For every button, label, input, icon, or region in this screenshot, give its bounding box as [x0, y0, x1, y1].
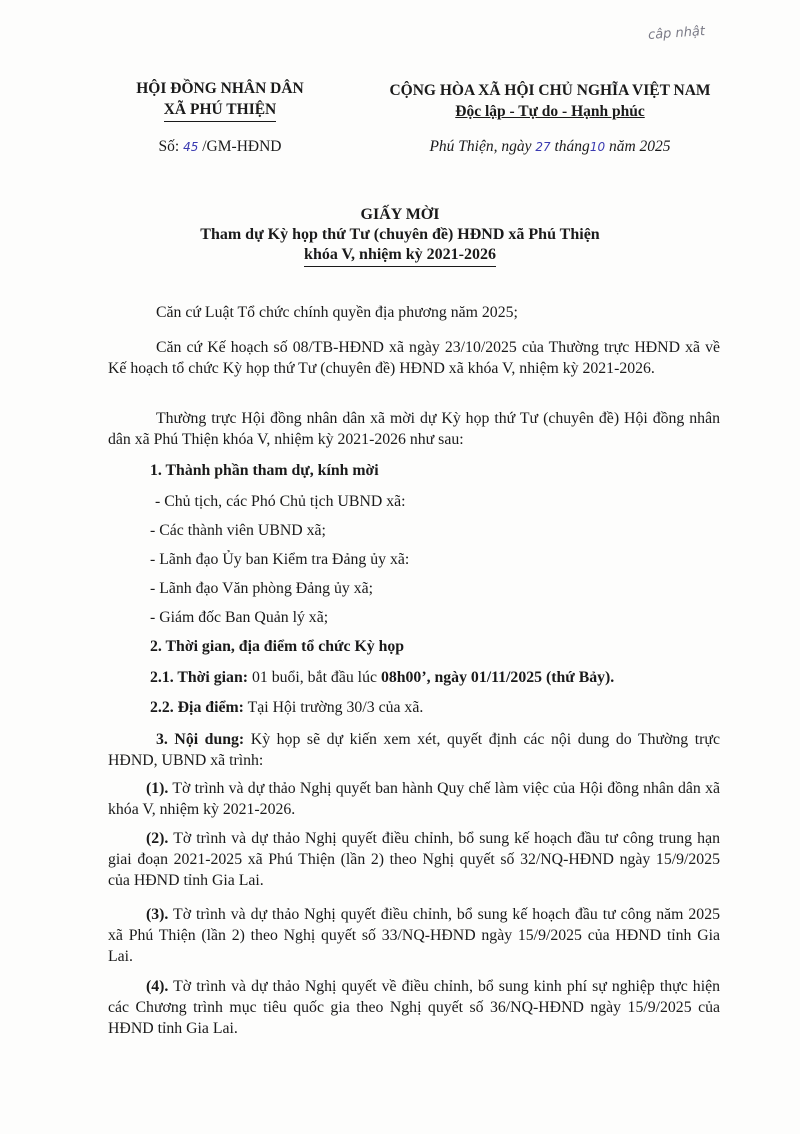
paragraph-legal-basis-2: Căn cứ Kế hoạch số 08/TB-HĐND xã ngày 23/10/2025 của Thường trực HĐND xã về Kế hoạch tổ chức Kỳ họp thứ Tư (chuyên đề) HĐND xã khóa V, nhiệm kỳ 2021-2026. [108, 339, 720, 377]
agenda-text: Tờ trình và dự thảo Nghị quyết ban hành Quy chế làm việc của Hội đồng nhân dân xã khóa V, nhiệm kỳ 2021-2026. [108, 780, 720, 818]
date-suffix: năm 2025 [608, 138, 671, 155]
section2-time [150, 667, 720, 688]
section3-intro-text: Kỳ họp sẽ dự kiến xem xét, quyết định các nội dung do Thường trực HĐND, UBND xã trình: [108, 731, 720, 769]
agenda-number: (1). [146, 780, 169, 797]
agenda-text: Tờ trình và dự thảo Nghị quyết điều chỉnh, bổ sung kế hoạch đầu tư công trung hạn giai đoạn 2021-2025 xã Phú Thiện (lần 2) theo Nghị quyết số 32/NQ-HĐND ngày 15/9/2025 của HĐND tỉnh Gia Lai. [108, 830, 720, 889]
org-commune: XÃ PHÚ THIỆN [164, 99, 277, 122]
agenda-item-1 [108, 778, 720, 820]
handwritten-note: câp nhật [647, 24, 706, 43]
place-text: Tại Hội trường 30/3 của xã. [247, 699, 424, 716]
place-label: 2.2. Địa điểm: [150, 699, 244, 716]
time-value: 08h00’, ngày 01/11/2025 (thứ Bảy). [380, 669, 615, 686]
date-month-word: tháng [554, 138, 590, 155]
nation-name: CỘNG HÒA XÃ HỘI CHỦ NGHĨA VIỆT NAM [389, 82, 711, 99]
agenda-item-4 [108, 976, 720, 1039]
agenda-number: (4). [146, 978, 169, 995]
date-day: 27 [535, 140, 551, 154]
agenda-number: (3). [146, 906, 169, 923]
list-item: - Lãnh đạo Văn phòng Đảng ủy xã; [150, 580, 374, 597]
list-item: - Các thành viên UBND xã; [150, 522, 326, 539]
title-line-2: Tham dự Kỳ họp thứ Tư (chuyên đề) HĐND xã Phú Thiện [200, 226, 600, 243]
paragraph-invitation: Thường trực Hội đồng nhân dân xã mời dự Kỳ họp thứ Tư (chuyên đề) Hội đồng nhân dân xã Phú Thiện khóa V, nhiệm kỳ 2021-2026 như sau: [108, 410, 720, 448]
number-prefix: Số: [158, 138, 180, 155]
time-label: 2.1. Thời gian: [150, 669, 248, 686]
date-prefix: Phú Thiện, ngày [429, 138, 532, 155]
title-line-3: khóa V, nhiệm kỳ 2021-2026 [304, 245, 496, 267]
section3-label: 3. Nội dung: [156, 731, 245, 748]
paragraph-legal-basis-1: Căn cứ Luật Tổ chức chính quyền địa phương năm 2025; [156, 304, 518, 321]
agenda-text: Tờ trình và dự thảo Nghị quyết điều chỉnh, bổ sung kế hoạch đầu tư công năm 2025 xã Phú Thiện (lần 2) theo Nghị quyết số 33/NQ-HĐND ngày 15/9/2025 của HĐND tỉnh Gia Lai. [108, 906, 721, 965]
list-item: - Giám đốc Ban Quản lý xã; [150, 609, 329, 626]
agenda-number: (2). [146, 830, 169, 847]
section3-intro [108, 729, 720, 771]
org-name: HỘI ĐỒNG NHÂN DÂN [136, 80, 304, 97]
agenda-item-3 [108, 904, 720, 967]
issuing-body [100, 78, 340, 122]
document-number [100, 138, 340, 156]
list-item: - Chủ tịch, các Phó Chủ tịch UBND xã: [155, 493, 406, 510]
date-month: 10 [589, 140, 606, 154]
document-date [350, 138, 750, 156]
title-line-1: GIẤY MỜI [360, 206, 440, 223]
document-title [80, 205, 720, 267]
agenda-item-2 [108, 828, 720, 891]
section1-heading: 1. Thành phần tham dự, kính mời [150, 462, 379, 479]
section2-heading: 2. Thời gian, địa điểm tổ chức Kỳ họp [150, 638, 405, 655]
national-motto: Độc lập - Tự do - Hạnh phúc [455, 103, 645, 120]
number-handwritten: 45 [183, 140, 199, 154]
national-header [350, 80, 750, 122]
number-suffix: /GM-HĐND [202, 138, 282, 155]
time-text: 01 buổi, bắt đầu lúc [251, 669, 377, 686]
section2-place [150, 697, 720, 718]
list-item: - Lãnh đạo Ủy ban Kiểm tra Đảng ủy xã: [150, 551, 410, 568]
agenda-text: Tờ trình và dự thảo Nghị quyết về điều chỉnh, bổ sung kinh phí sự nghiệp thực hiện các Chương trình mục tiêu quốc gia theo Nghị quyết số 36/NQ-HĐND ngày 15/9/2025 của HĐND tỉnh Gia Lai. [108, 978, 720, 1037]
